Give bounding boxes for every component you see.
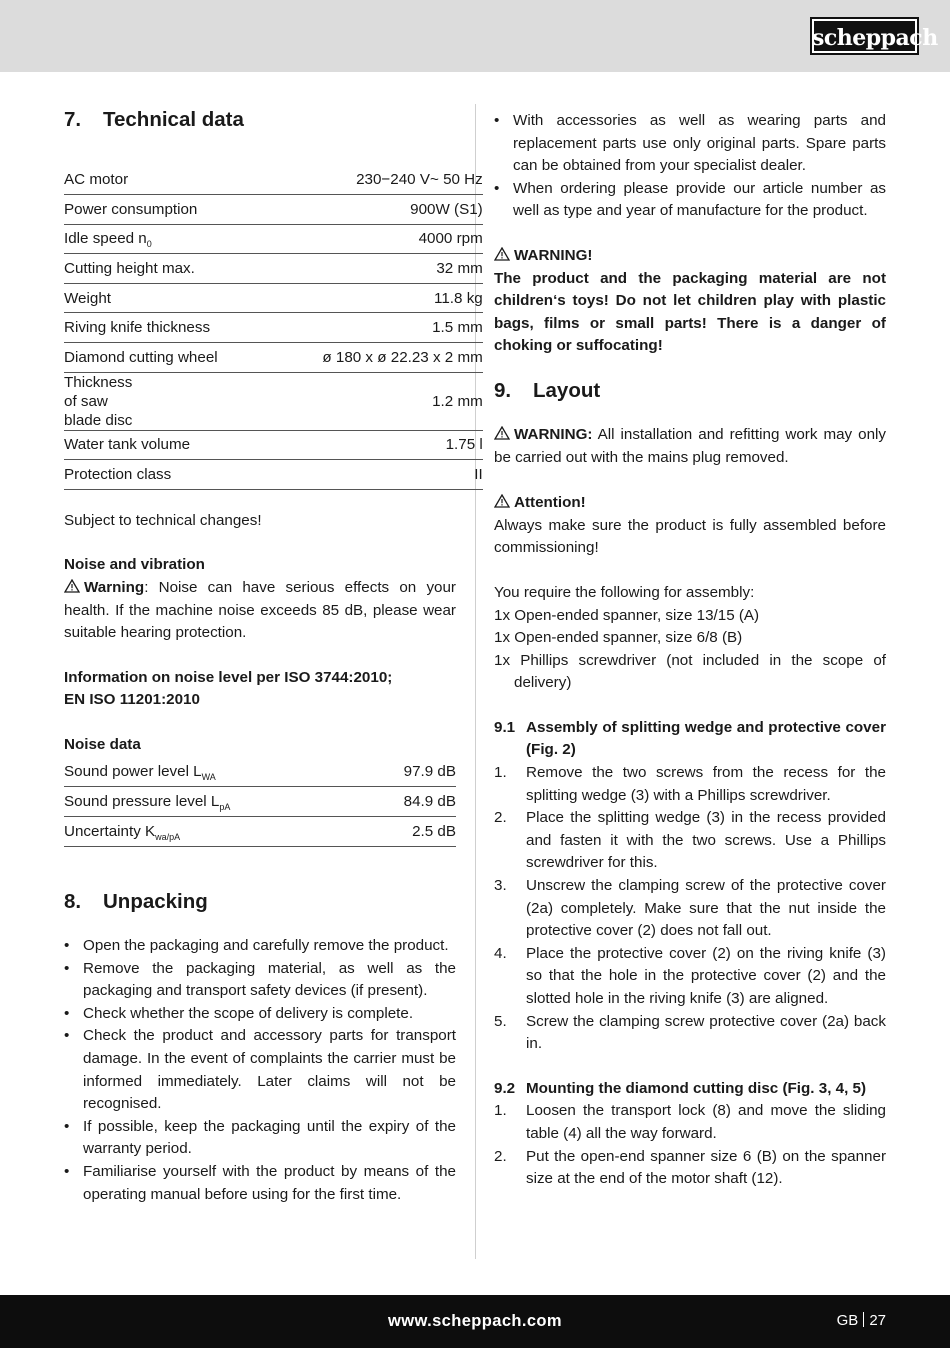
list-item: • Open the packaging and carefully remove the product. <box>64 935 456 958</box>
section-9-2-steps <box>494 1100 886 1190</box>
row-value: 1.2 mm <box>432 392 483 410</box>
label-subscript: pA <box>219 802 231 813</box>
parts-list <box>494 110 886 223</box>
label-text: Thickness of saw blade disc <box>64 373 133 429</box>
iso-line-1: Information on noise level per ISO 3744:2010; <box>64 668 393 686</box>
step-number: 5. <box>494 1012 507 1030</box>
list-item: • Check whether the scope of delivery is complete. <box>64 1003 456 1026</box>
tech-row <box>64 224 483 254</box>
warning-label: Warning <box>84 579 145 597</box>
section-number: 7. <box>64 108 82 131</box>
row-value: 900W (S1) <box>410 200 483 218</box>
noise-warning <box>64 577 456 645</box>
row-label <box>64 224 322 254</box>
row-label <box>64 195 322 225</box>
row-label <box>64 313 322 343</box>
list-item: • Check the product and accessory parts for transport damage. In the event of complaints the carrier must be informed immediately. Later claims will not be recognised. <box>64 1025 456 1115</box>
warning-text: All installation and refitting work may only be carried out with the mains plug removed. <box>494 425 886 466</box>
tech-row <box>64 195 483 225</box>
row-label <box>64 430 322 460</box>
tech-row <box>64 460 483 490</box>
row-label <box>64 165 322 195</box>
tech-row <box>64 372 483 430</box>
noise-heading: Noise and vibration <box>64 556 205 574</box>
warning-title-text: WARNING! <box>514 246 593 264</box>
separator <box>863 1312 864 1327</box>
step-text: Place the protective cover (2) on the riving knife (3) so that the hole in the protective cover (2) and the slotted hole in the riving knife (3) are aligned. <box>526 944 886 1007</box>
section-title: Layout <box>533 378 601 402</box>
step-text: Remove the two screws from the recess for the splitting wedge (3) with a Phillips screwdriver. <box>526 764 886 804</box>
label-text: Sound pressure level L <box>64 793 220 811</box>
attention-text: Always make sure the product is fully assembled before commissioning! <box>494 516 886 557</box>
section-7-heading <box>64 107 456 133</box>
label-subscript: WA <box>201 771 216 782</box>
page-number <box>837 1310 886 1332</box>
list-item: • With accessories as well as wearing parts and replacement parts use only original parts. Spare parts can be obtained from your specialist dealer. <box>494 110 886 178</box>
header-bar <box>0 0 950 72</box>
assembly-tools-list <box>494 605 886 695</box>
warning-icon <box>64 579 80 593</box>
section-title: Technical data <box>103 108 244 131</box>
unpacking-list <box>64 935 456 1206</box>
scheppach-logo: scheppach <box>810 17 919 55</box>
label-text: AC motor <box>64 171 129 189</box>
step-item <box>494 807 886 875</box>
label-text: Idle speed n <box>64 230 147 248</box>
section-title: Unpacking <box>103 890 208 914</box>
row-label <box>64 283 322 313</box>
warning-2 <box>494 424 886 469</box>
step-number: 2. <box>494 1147 507 1165</box>
step-item <box>494 762 886 807</box>
warning-icon <box>494 247 510 261</box>
row-value: ø 180 x ø 22.23 x 2 mm <box>322 348 483 366</box>
step-item <box>494 1100 886 1145</box>
label-text: Uncertainty K <box>64 823 156 841</box>
left-column <box>64 104 483 1206</box>
row-value: 32 mm <box>436 260 483 278</box>
tech-row <box>64 430 483 460</box>
row-label <box>64 787 362 817</box>
subject-note: Subject to technical changes! <box>64 511 262 529</box>
row-value: 97.9 dB <box>403 762 456 780</box>
noise-data-table <box>64 757 456 848</box>
section-title: Mounting the diamond cutting disc (Fig. 3, 4, 5) <box>526 1079 867 1097</box>
list-item: • Remove the packaging material, as well as the packaging and transport safety devices (if present). <box>64 958 456 1003</box>
technical-data-table <box>64 165 483 490</box>
page-num: 27 <box>869 1312 886 1329</box>
label-text: Sound power level L <box>64 762 202 780</box>
noise-data-heading: Noise data <box>64 736 141 753</box>
label-text: Diamond cutting wheel <box>64 348 218 366</box>
section-title: Assembly of splitting wedge and protective cover (Fig. 2) <box>526 718 886 759</box>
step-text: Screw the clamping screw protective cover (2a) back in. <box>526 1012 886 1053</box>
label-text: Water tank volume <box>64 436 191 454</box>
step-item <box>494 875 886 943</box>
noise-row <box>64 817 456 847</box>
label-subscript: wa/pA <box>155 832 181 843</box>
tech-row <box>64 313 483 343</box>
section-number: 9. <box>494 378 512 402</box>
warning-label: WARNING: <box>514 425 593 443</box>
warning-1-title <box>494 245 886 268</box>
row-label <box>64 460 322 490</box>
row-label <box>64 343 322 373</box>
section-number: 8. <box>64 890 82 914</box>
step-text: Place the splitting wedge (3) in the recess provided and fasten it with the two screws. Use a Phillips screwdriver for this. <box>526 809 886 872</box>
step-number: 1. <box>494 1102 507 1120</box>
list-item: • Familiarise yourself with the product by means of the operating manual before using for the first time. <box>64 1161 456 1206</box>
noise-row <box>64 757 456 787</box>
tech-row <box>64 165 483 195</box>
section-8-heading <box>64 889 456 915</box>
step-item <box>494 1011 886 1056</box>
step-text: Unscrew the clamping screw of the protective cover (2a) completely. Make sure that the nut inside the protective cover (2) does not fall out. <box>526 877 886 940</box>
section-9-heading <box>494 378 886 404</box>
row-label <box>64 757 362 787</box>
assembly-intro: You require the following for assembly: <box>494 583 755 601</box>
step-number: 1. <box>494 764 507 782</box>
row-value: 2.5 dB <box>412 823 456 841</box>
row-value: 1.5 mm <box>432 319 483 337</box>
footer-url: www.scheppach.com <box>388 1312 562 1330</box>
row-label <box>64 817 362 847</box>
step-item <box>494 943 886 1011</box>
section-9-1-steps <box>494 762 886 1056</box>
step-item <box>494 1146 886 1191</box>
list-item: • If possible, keep the packaging until the expiry of the warranty period. <box>64 1116 456 1161</box>
label-text: Cutting height max. <box>64 260 195 278</box>
warning-icon <box>494 426 510 440</box>
section-number: 9.2 <box>494 1079 516 1097</box>
label-text: Protection class <box>64 466 172 484</box>
label-text: Power consumption <box>64 200 198 218</box>
footer-bar <box>0 1295 950 1348</box>
iso-line-2: EN ISO 11201:2010 <box>64 691 200 709</box>
step-text: Put the open-end spanner size 6 (B) on the spanner size at the end of the motor shaft (12). <box>526 1147 886 1188</box>
section-number: 9.1 <box>494 718 516 736</box>
warning-text: : Noise can have serious effects on your health. If the machine noise exceeds 85 dB, please wear suitable hearing protection. <box>64 579 456 642</box>
row-value: 11.8 kg <box>434 289 483 307</box>
language-code: GB <box>836 1312 859 1329</box>
section-9-1-heading <box>494 717 886 762</box>
warning-icon <box>494 494 510 508</box>
row-value: 230−240 V~ 50 Hz <box>356 171 483 189</box>
step-number: 4. <box>494 944 507 962</box>
label-subscript: 0 <box>146 239 152 250</box>
row-value: II <box>474 466 483 484</box>
step-number: 3. <box>494 877 507 895</box>
tech-row <box>64 283 483 313</box>
section-9-2-heading <box>494 1078 886 1101</box>
right-column <box>494 104 886 1191</box>
label-text: Riving knife thickness <box>64 319 211 337</box>
step-number: 2. <box>494 809 507 827</box>
tool-item: 1x Open-ended spanner, size 6/8 (B) <box>494 629 743 647</box>
list-item: • When ordering please provide our article number as well as type and year of manufacture for the product. <box>494 178 886 223</box>
attention-title-text: Attention! <box>514 494 586 512</box>
tech-row <box>64 254 483 284</box>
label-text: Weight <box>64 289 111 307</box>
tool-item: 1x Phillips screwdriver (not included in the scope of delivery) <box>494 651 886 692</box>
attention-title <box>494 492 886 515</box>
row-value: 1.75 l <box>445 436 483 454</box>
row-value: 84.9 dB <box>403 793 456 811</box>
noise-row <box>64 787 456 817</box>
step-text: Loosen the transport lock (8) and move the sliding table (4) all the way forward. <box>526 1102 886 1142</box>
tech-row <box>64 343 483 373</box>
warning-1-text: The product and the packaging material are not children‘s toys! Do not let children play with plastic bags, films or small parts! There is a danger of choking or suffocating! <box>494 269 886 355</box>
row-value: 4000 rpm <box>418 230 483 248</box>
tool-item: 1x Open-ended spanner, size 13/15 (A) <box>494 606 760 624</box>
row-label <box>64 372 322 430</box>
row-label <box>64 254 322 284</box>
